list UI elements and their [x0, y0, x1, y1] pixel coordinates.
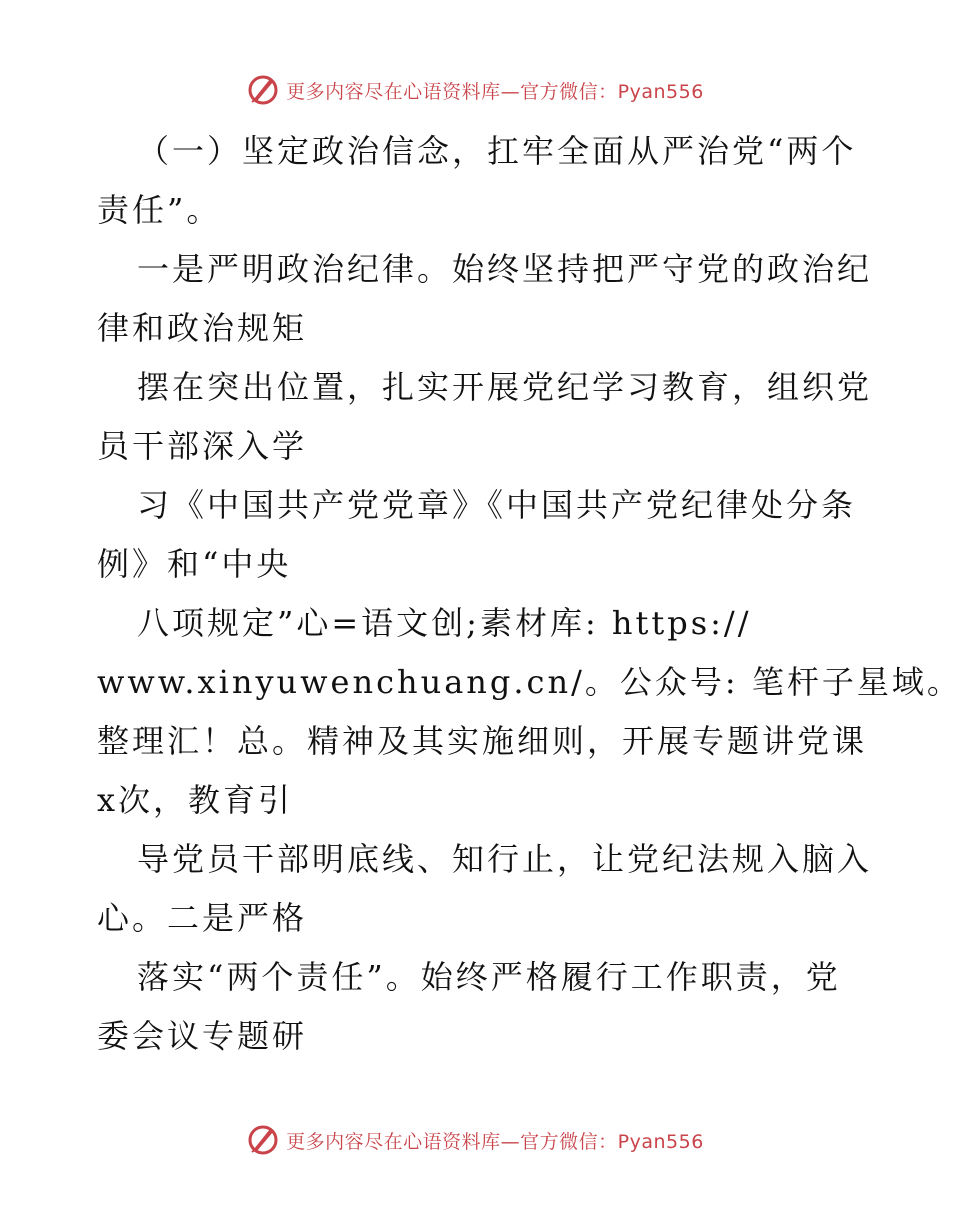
text-line: 摆在突出位置，扎实开展党纪学习教育，组织党 — [137, 368, 873, 406]
text-line: 一是严明政治纪律。始终坚持把严守党的政治纪 — [137, 250, 873, 288]
document-body — [97, 122, 962, 1066]
text-line: 心。二是严格 — [97, 899, 308, 937]
header-banner-text: 更多内容尽在心语资料库—官方微信：Pyan556 — [286, 80, 704, 103]
text-line: x次，教育引 — [97, 781, 294, 819]
quill-pen-seal-icon — [246, 73, 280, 107]
text-line: 整理汇！总。精神及其实施细则，开展专题讲党课 — [97, 722, 868, 760]
text-line: www.xinyuwenchuang.cn/。公众号: 笔杆子星域。 — [97, 663, 962, 701]
header-banner — [0, 70, 950, 110]
footer-banner-text: 更多内容尽在心语资料库—官方微信：Pyan556 — [286, 1130, 704, 1153]
text-line: 责任”。 — [97, 191, 222, 229]
text-line: 委会议专题研 — [97, 1017, 308, 1055]
quill-pen-seal-icon — [246, 1123, 280, 1157]
text-line: 例》和“中央 — [97, 545, 292, 583]
text-line: 员干部深入学 — [97, 427, 308, 465]
text-line: 律和政治规矩 — [97, 309, 308, 347]
text-line: 落实“两个责任”。始终严格履行工作职责，党 — [137, 958, 841, 996]
text-line: 八项规定”心=语文创;素材库: https:// — [137, 604, 752, 642]
footer-banner — [0, 1120, 950, 1160]
text-line: 习《中国共产党党章》《中国共产党纪律处分条 — [137, 486, 857, 524]
text-line: （一）坚定政治信念，扛牢全面从严治党“两个 — [137, 132, 857, 170]
text-line: 导党员干部明底线、知行止，让党纪法规入脑入 — [137, 840, 873, 878]
